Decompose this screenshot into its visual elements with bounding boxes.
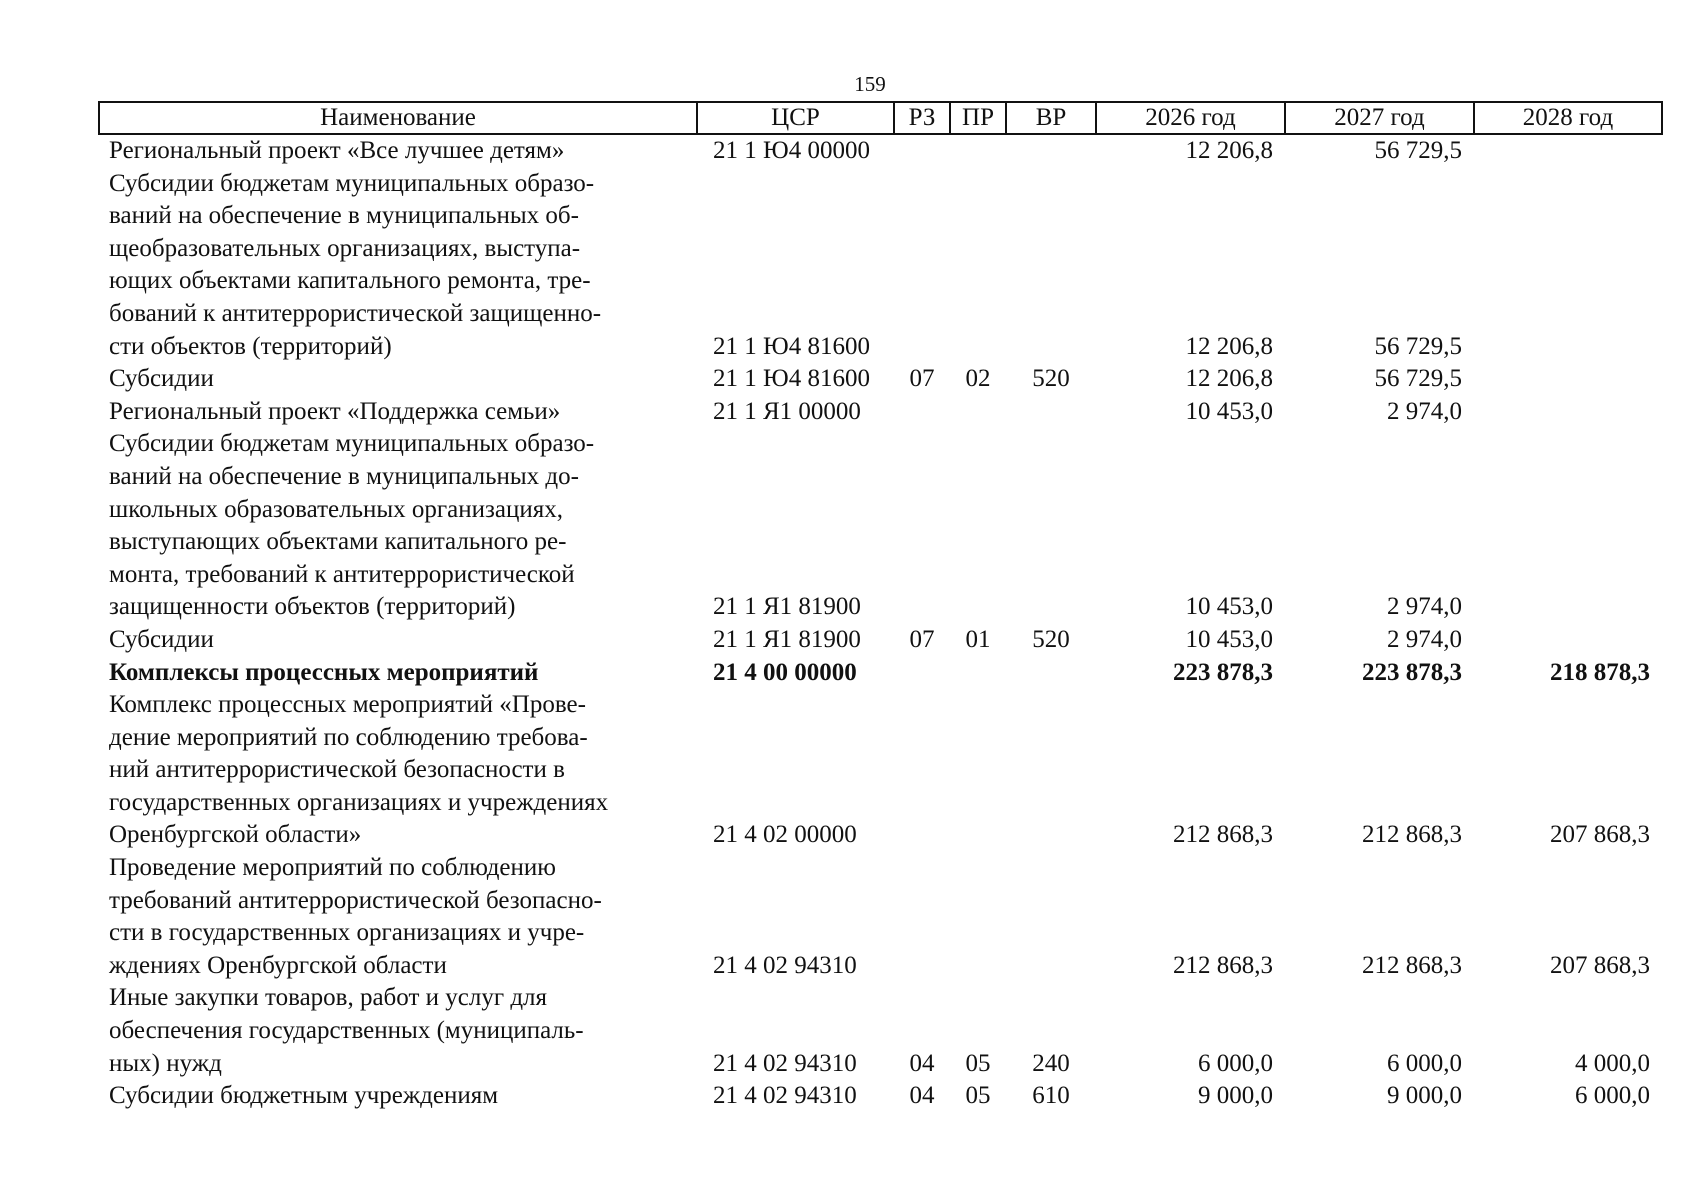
row-name-line: Региональный проект «Поддержка семьи»: [109, 397, 561, 425]
row-2028: [1474, 396, 1662, 429]
header-name: Наименование: [99, 102, 697, 134]
row-name-line: Субсидии: [109, 365, 214, 393]
row-pr: 01: [965, 625, 991, 653]
row-name: [99, 428, 697, 624]
row-rz: 04: [909, 1049, 935, 1077]
row-2028: [1474, 168, 1662, 364]
row-name: [99, 657, 697, 690]
row-name: [99, 689, 697, 852]
row-2026: 10 453,0: [1185, 593, 1273, 621]
row-csr: 21 4 02 94310: [713, 951, 857, 979]
row-pr: [950, 428, 1006, 624]
row-name-line: ждениях Оренбургской области: [109, 951, 447, 979]
row-name-line: сти объектов (территорий): [109, 332, 392, 360]
row-name-line: Субсидии бюджетным учреждениям: [109, 1082, 499, 1110]
row-name: [99, 134, 697, 168]
row-2027: 223 878,3: [1362, 658, 1462, 686]
row-2027: 212 868,3: [1362, 821, 1462, 849]
row-vr: [1006, 168, 1096, 364]
row-name: [99, 624, 697, 657]
row-2027: 56 729,5: [1374, 137, 1462, 164]
row-name-line: Субсидии бюджетам муниципальных образо-: [109, 169, 595, 197]
row-vr: [1006, 657, 1096, 690]
row-rz: [894, 168, 950, 364]
table-row: [99, 689, 1662, 852]
row-name-line: выступающих объектами капитального ре-: [109, 528, 567, 556]
row-2028: 4 000,0: [1575, 1049, 1650, 1077]
row-csr: 21 1 Ю4 81600: [713, 332, 870, 360]
row-2028: [1474, 363, 1662, 396]
row-rz: 04: [909, 1082, 935, 1110]
row-name-line: монта, требований к антитеррористической: [109, 560, 575, 588]
row-name-line: Субсидии: [109, 625, 214, 653]
row-2026: 212 868,3: [1173, 951, 1273, 979]
table-row: [99, 168, 1662, 364]
row-rz: [894, 689, 950, 852]
row-csr: 21 1 Я1 00000: [713, 397, 861, 425]
row-csr: 21 4 02 94310: [713, 1049, 857, 1077]
header-2026: 2026 год: [1096, 102, 1285, 134]
table-body: [99, 134, 1662, 1113]
row-pr: [950, 168, 1006, 364]
row-name: [99, 852, 697, 982]
row-name-line: обеспечения государственных (муниципаль-: [109, 1017, 584, 1045]
row-name-line: ний антитеррористической безопасности в: [109, 756, 565, 784]
row-name-line: сти в государственных организациях и учре-: [109, 919, 585, 947]
row-name-line: Иные закупки товаров, работ и услуг для: [109, 984, 548, 1012]
row-2027: 2 974,0: [1387, 625, 1462, 653]
row-name-line: ваний на обеспечение в муниципальных до-: [109, 462, 579, 490]
table-row: [99, 624, 1662, 657]
row-2027: 2 974,0: [1387, 593, 1462, 621]
row-csr: 21 4 02 94310: [713, 1082, 857, 1110]
row-name: [99, 363, 697, 396]
row-vr: 240: [1032, 1049, 1070, 1077]
row-name-line: ных) нужд: [109, 1049, 222, 1077]
row-2028: 218 878,3: [1550, 658, 1650, 686]
header-csr: ЦСР: [697, 102, 894, 134]
row-vr: [1006, 428, 1096, 624]
row-name-line: защищенности объектов (территорий): [109, 593, 516, 621]
row-2027: 9 000,0: [1387, 1082, 1462, 1110]
row-csr: 21 4 00 00000: [713, 658, 857, 686]
row-vr: 520: [1032, 365, 1070, 393]
row-name-line: щеобразовательных организациях, выступа-: [109, 234, 581, 262]
row-csr: 21 1 Я1 81900: [713, 593, 861, 621]
row-pr: 05: [965, 1049, 991, 1077]
row-pr: [950, 852, 1006, 982]
row-vr: [1006, 852, 1096, 982]
table-row: [99, 134, 1662, 168]
row-name: [99, 982, 697, 1080]
row-csr: 21 1 Я1 81900: [713, 625, 861, 653]
row-2026: 9 000,0: [1198, 1082, 1273, 1110]
row-rz: [894, 396, 950, 429]
row-pr: 05: [965, 1082, 991, 1110]
row-vr: [1006, 396, 1096, 429]
page-number: 159: [854, 72, 886, 96]
row-name-line: Комплексы процессных мероприятий: [109, 658, 539, 686]
row-pr: 02: [965, 365, 991, 393]
header-rz: РЗ: [894, 102, 950, 134]
row-vr: [1006, 689, 1096, 852]
table-row: [99, 852, 1662, 982]
row-2028: 207 868,3: [1550, 821, 1650, 849]
row-pr: [950, 689, 1006, 852]
row-name-line: ваний на обеспечение в муниципальных об-: [109, 202, 579, 230]
header-2028: 2028 год: [1474, 102, 1662, 134]
header-vr: ВР: [1006, 102, 1096, 134]
row-2027: 2 974,0: [1387, 397, 1462, 425]
row-name-line: требований антитеррористической безопасно-: [109, 886, 602, 914]
table-row: [99, 396, 1662, 429]
row-csr: 21 1 Ю4 00000: [713, 137, 870, 164]
row-name-line: ющих объектами капитального ремонта, тре-: [109, 267, 591, 295]
row-2028: 207 868,3: [1550, 951, 1650, 979]
row-2026: 10 453,0: [1185, 397, 1273, 425]
budget-table-container: [98, 101, 1661, 1113]
row-2026: 10 453,0: [1185, 625, 1273, 653]
row-name-line: Проведение мероприятий по соблюдению: [109, 854, 556, 882]
row-vr: 520: [1032, 625, 1070, 653]
row-pr: [950, 134, 1006, 168]
row-name-line: государственных организациях и учреждениях: [109, 788, 609, 816]
row-name-line: Комплекс процессных мероприятий «Прове-: [109, 691, 586, 719]
row-name-line: дение мероприятий по соблюдению требова-: [109, 723, 588, 751]
row-2027: 56 729,5: [1374, 365, 1462, 393]
row-pr: [950, 657, 1006, 690]
row-2028: [1474, 428, 1662, 624]
row-2028: [1474, 134, 1662, 168]
header-row: [99, 102, 1662, 134]
row-name-line: школьных образовательных организациях,: [109, 495, 563, 523]
row-csr: 21 4 02 00000: [713, 821, 857, 849]
row-vr: 610: [1032, 1082, 1070, 1110]
row-2026: 12 206,8: [1185, 365, 1273, 393]
row-2028: 6 000,0: [1575, 1082, 1650, 1110]
table-row: [99, 657, 1662, 690]
row-csr: 21 1 Ю4 81600: [713, 365, 870, 393]
row-name: [99, 396, 697, 429]
row-2028: [1474, 624, 1662, 657]
budget-table: [98, 101, 1663, 1113]
row-name-line: Региональный проект «Все лучшее детям»: [109, 137, 565, 164]
row-name: [99, 1080, 697, 1113]
row-2026: 6 000,0: [1198, 1049, 1273, 1077]
row-2027: 212 868,3: [1362, 951, 1462, 979]
row-name-line: бований к антитеррористической защищенно-: [109, 299, 602, 327]
row-rz: [894, 657, 950, 690]
table-row: [99, 1080, 1662, 1113]
row-2026: 12 206,8: [1185, 137, 1273, 164]
row-pr: [950, 396, 1006, 429]
row-rz: 07: [909, 625, 935, 653]
table-header: [99, 102, 1662, 134]
header-pr: ПР: [950, 102, 1006, 134]
row-2027: 56 729,5: [1374, 332, 1462, 360]
table-row: [99, 428, 1662, 624]
row-name-line: Оренбургской области»: [109, 821, 362, 849]
table-row: [99, 363, 1662, 396]
row-rz: [894, 428, 950, 624]
row-rz: [894, 852, 950, 982]
row-2027: 6 000,0: [1387, 1049, 1462, 1077]
row-name: [99, 168, 697, 364]
row-rz: 07: [909, 365, 935, 393]
table-row: [99, 982, 1662, 1080]
row-2026: 12 206,8: [1185, 332, 1273, 360]
row-rz: [894, 134, 950, 168]
row-2026: 223 878,3: [1173, 658, 1273, 686]
row-vr: [1006, 134, 1096, 168]
row-2026: 212 868,3: [1173, 821, 1273, 849]
header-2027: 2027 год: [1285, 102, 1474, 134]
row-name-line: Субсидии бюджетам муниципальных образо-: [109, 430, 595, 458]
